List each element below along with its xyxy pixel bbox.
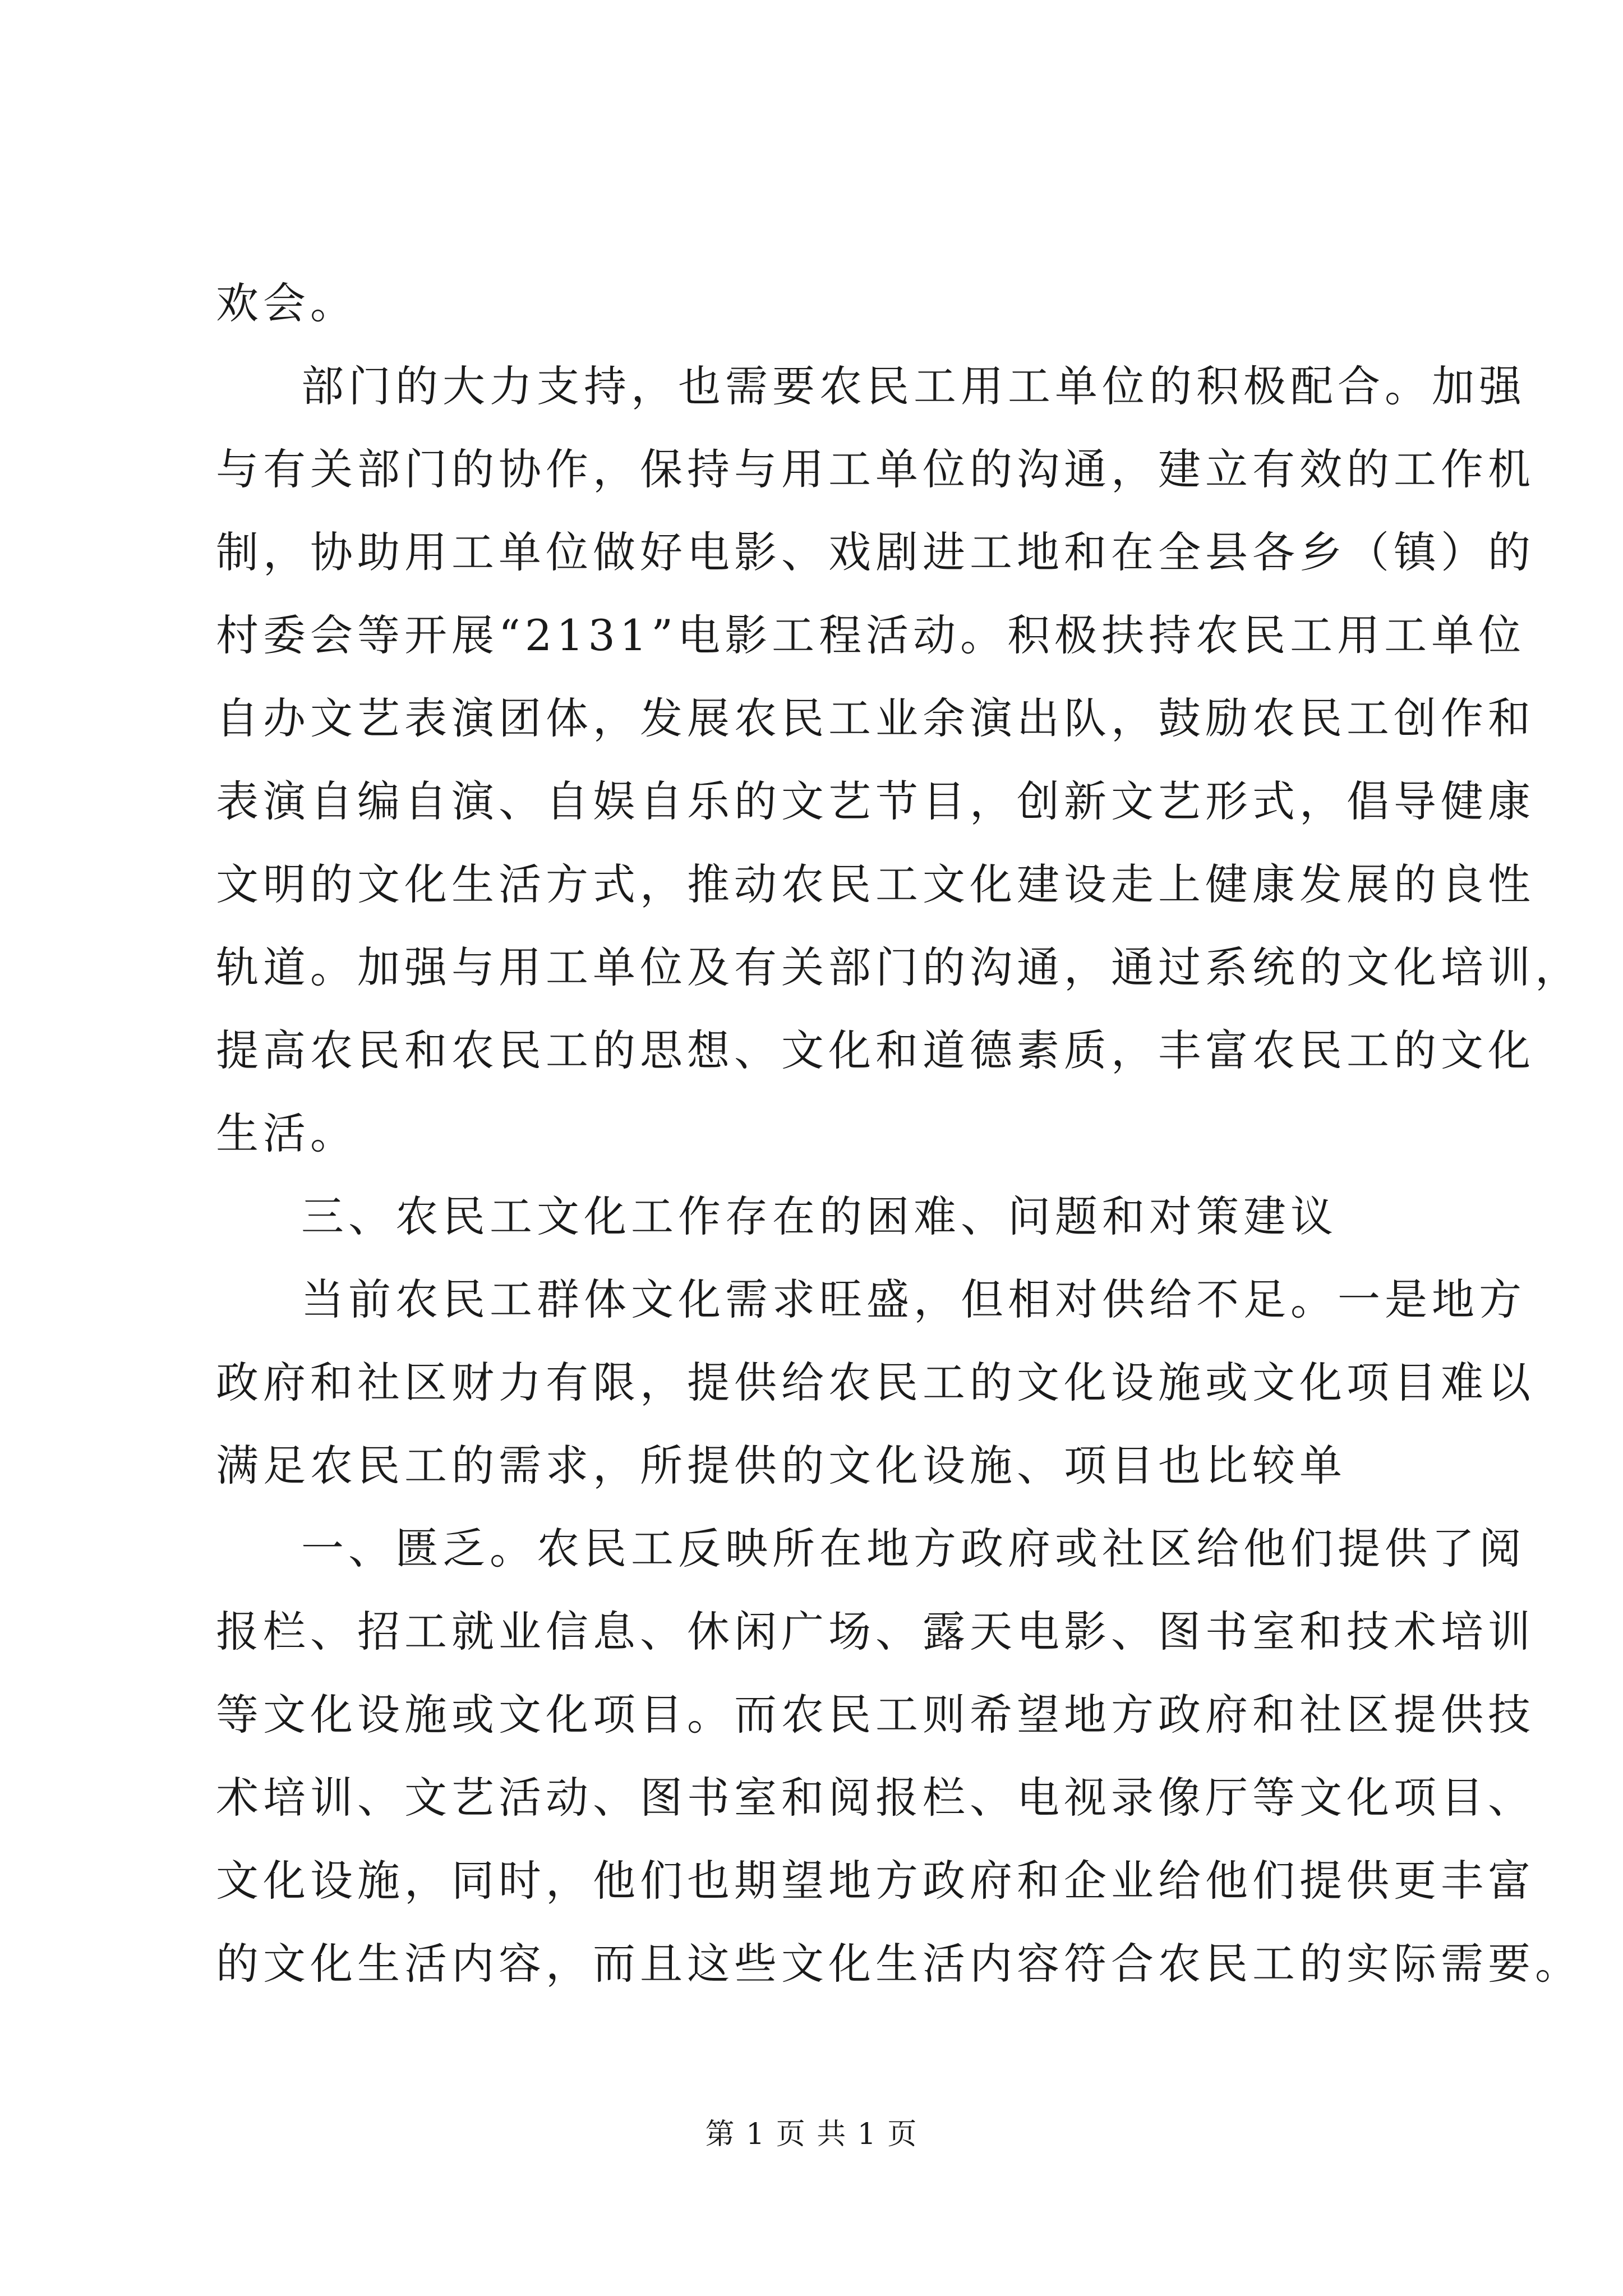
text-line: 文化设施，同时，他们也期望地方政府和企业给他们提供更丰富	[216, 1856, 1535, 1906]
text-line: 满足农民工的需求，所提供的文化设施、项目也比较单	[216, 1441, 1347, 1490]
text-line: 的文化生活内容，而且这些文化生活内容符合农民工的实际需要。	[216, 1939, 1582, 1989]
text-line: 文明的文化生活方式，推动农民工文化建设走上健康发展的良性	[216, 859, 1535, 909]
text-line: 术培训、文艺活动、图书室和阅报栏、电视录像厅等文化项目、	[216, 1773, 1535, 1823]
paragraph-start-line: 一、匮乏。农民工反映所在地方政府或社区给他们提供了阅	[301, 1524, 1526, 1573]
section-heading: 三、农民工文化工作存在的困难、问题和对策建议	[301, 1191, 1338, 1241]
paragraph-start-line: 部门的大力支持，也需要农民工用工单位的积极配合。加强	[301, 361, 1526, 411]
text-line: 报栏、招工就业信息、休闲广场、露天电影、图书室和技术培训	[216, 1607, 1535, 1657]
text-line: 与有关部门的协作，保持与用工单位的沟通，建立有效的工作机	[216, 444, 1535, 494]
text-line: 提高农民和农民工的思想、文化和道德素质，丰富农民工的文化	[216, 1025, 1535, 1075]
text-line: 欢会。	[216, 278, 357, 328]
paragraph-start-line: 当前农民工群体文化需求旺盛，但相对供给不足。一是地方	[301, 1274, 1526, 1324]
text-line: 等文化设施或文化项目。而农民工则希望地方政府和社区提供技	[216, 1690, 1535, 1740]
text-line: 生活。	[216, 1108, 357, 1158]
page-number-footer: 第 1 页 共 1 页	[705, 2118, 918, 2151]
text-line: 村委会等开展“2131”电影工程活动。积极扶持农民工用工单位	[216, 610, 1526, 660]
text-line: 自办文艺表演团体，发展农民工业余演出队，鼓励农民工创作和	[216, 693, 1535, 743]
document-body	[216, 262, 1582, 2005]
text-line: 轨道。加强与用工单位及有关部门的沟通，通过系统的文化培训，	[216, 942, 1582, 992]
text-line: 制，协助用工单位做好电影、戏剧进工地和在全县各乡（镇）的	[216, 527, 1535, 577]
text-line: 表演自编自演、自娱自乐的文艺节目，创新文艺形式，倡导健康	[216, 776, 1535, 826]
text-line: 政府和社区财力有限，提供给农民工的文化设施或文化项目难以	[216, 1358, 1535, 1407]
